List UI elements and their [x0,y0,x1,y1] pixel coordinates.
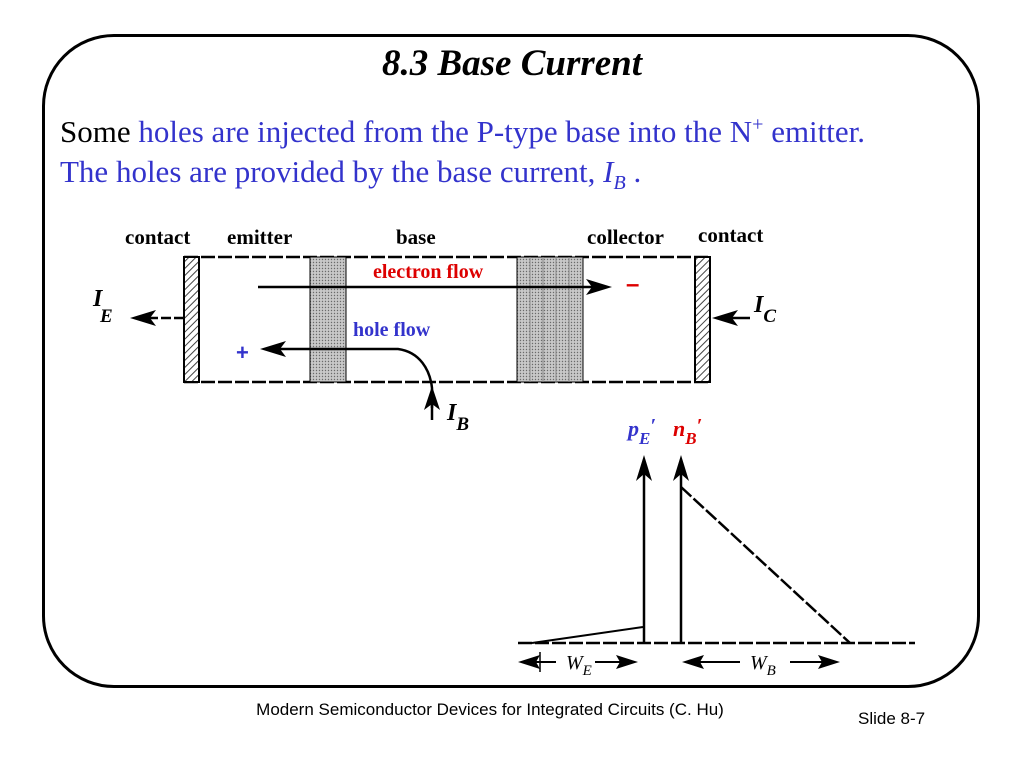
label-base: base [396,225,436,249]
hole-flow-label: hole flow [353,319,431,341]
footer-credit: Modern Semiconductor Devices for Integrated Circuits (C. Hu) [256,700,724,719]
ie-arrow [130,310,184,326]
intro-current-subscript: B [613,172,626,195]
slide-number: Slide 8-7 [858,709,926,728]
contact-right-hatch [695,257,710,382]
electron-flow-label: electron flow [373,261,484,283]
intro-line1-end: emitter. [763,114,866,149]
ie-label: I E [93,286,113,327]
label-emitter: emitter [227,225,293,249]
ic-arrow [712,310,750,326]
emitter-base-junction [310,257,346,382]
contact-left-hatch [184,257,199,382]
slide-title: 8.3 Base Current [381,43,643,84]
label-collector: collector [587,225,664,249]
nb-label: $n_B'$ [673,415,703,448]
intro-line2: The holes are provided by the base current, [60,154,604,189]
intro-current-symbol: I [603,154,614,189]
intro-line1: holes are injected from the P-type base into the N [138,114,753,149]
intro-superscript: + [752,113,764,136]
electron-sign: – [626,271,640,298]
we-label: $W_E$ [566,652,592,679]
ib-arrow [424,386,440,420]
ib-label: $I_B$ [447,400,470,435]
intro-lead: Some [60,114,139,149]
ic-label: $I_C$ [754,292,777,327]
intro-line2-end: . [625,154,642,189]
pe-profile [532,627,643,643]
nb-profile [681,487,850,643]
base-collector-junction [517,257,583,382]
pe-label: $p_E'$ [628,415,656,448]
label-contact-right: contact [698,223,764,247]
wb-label: $W_B$ [750,652,776,679]
profile-plot [518,455,915,643]
label-contact-left: contact [125,225,191,249]
hole-sign: + [236,340,249,365]
